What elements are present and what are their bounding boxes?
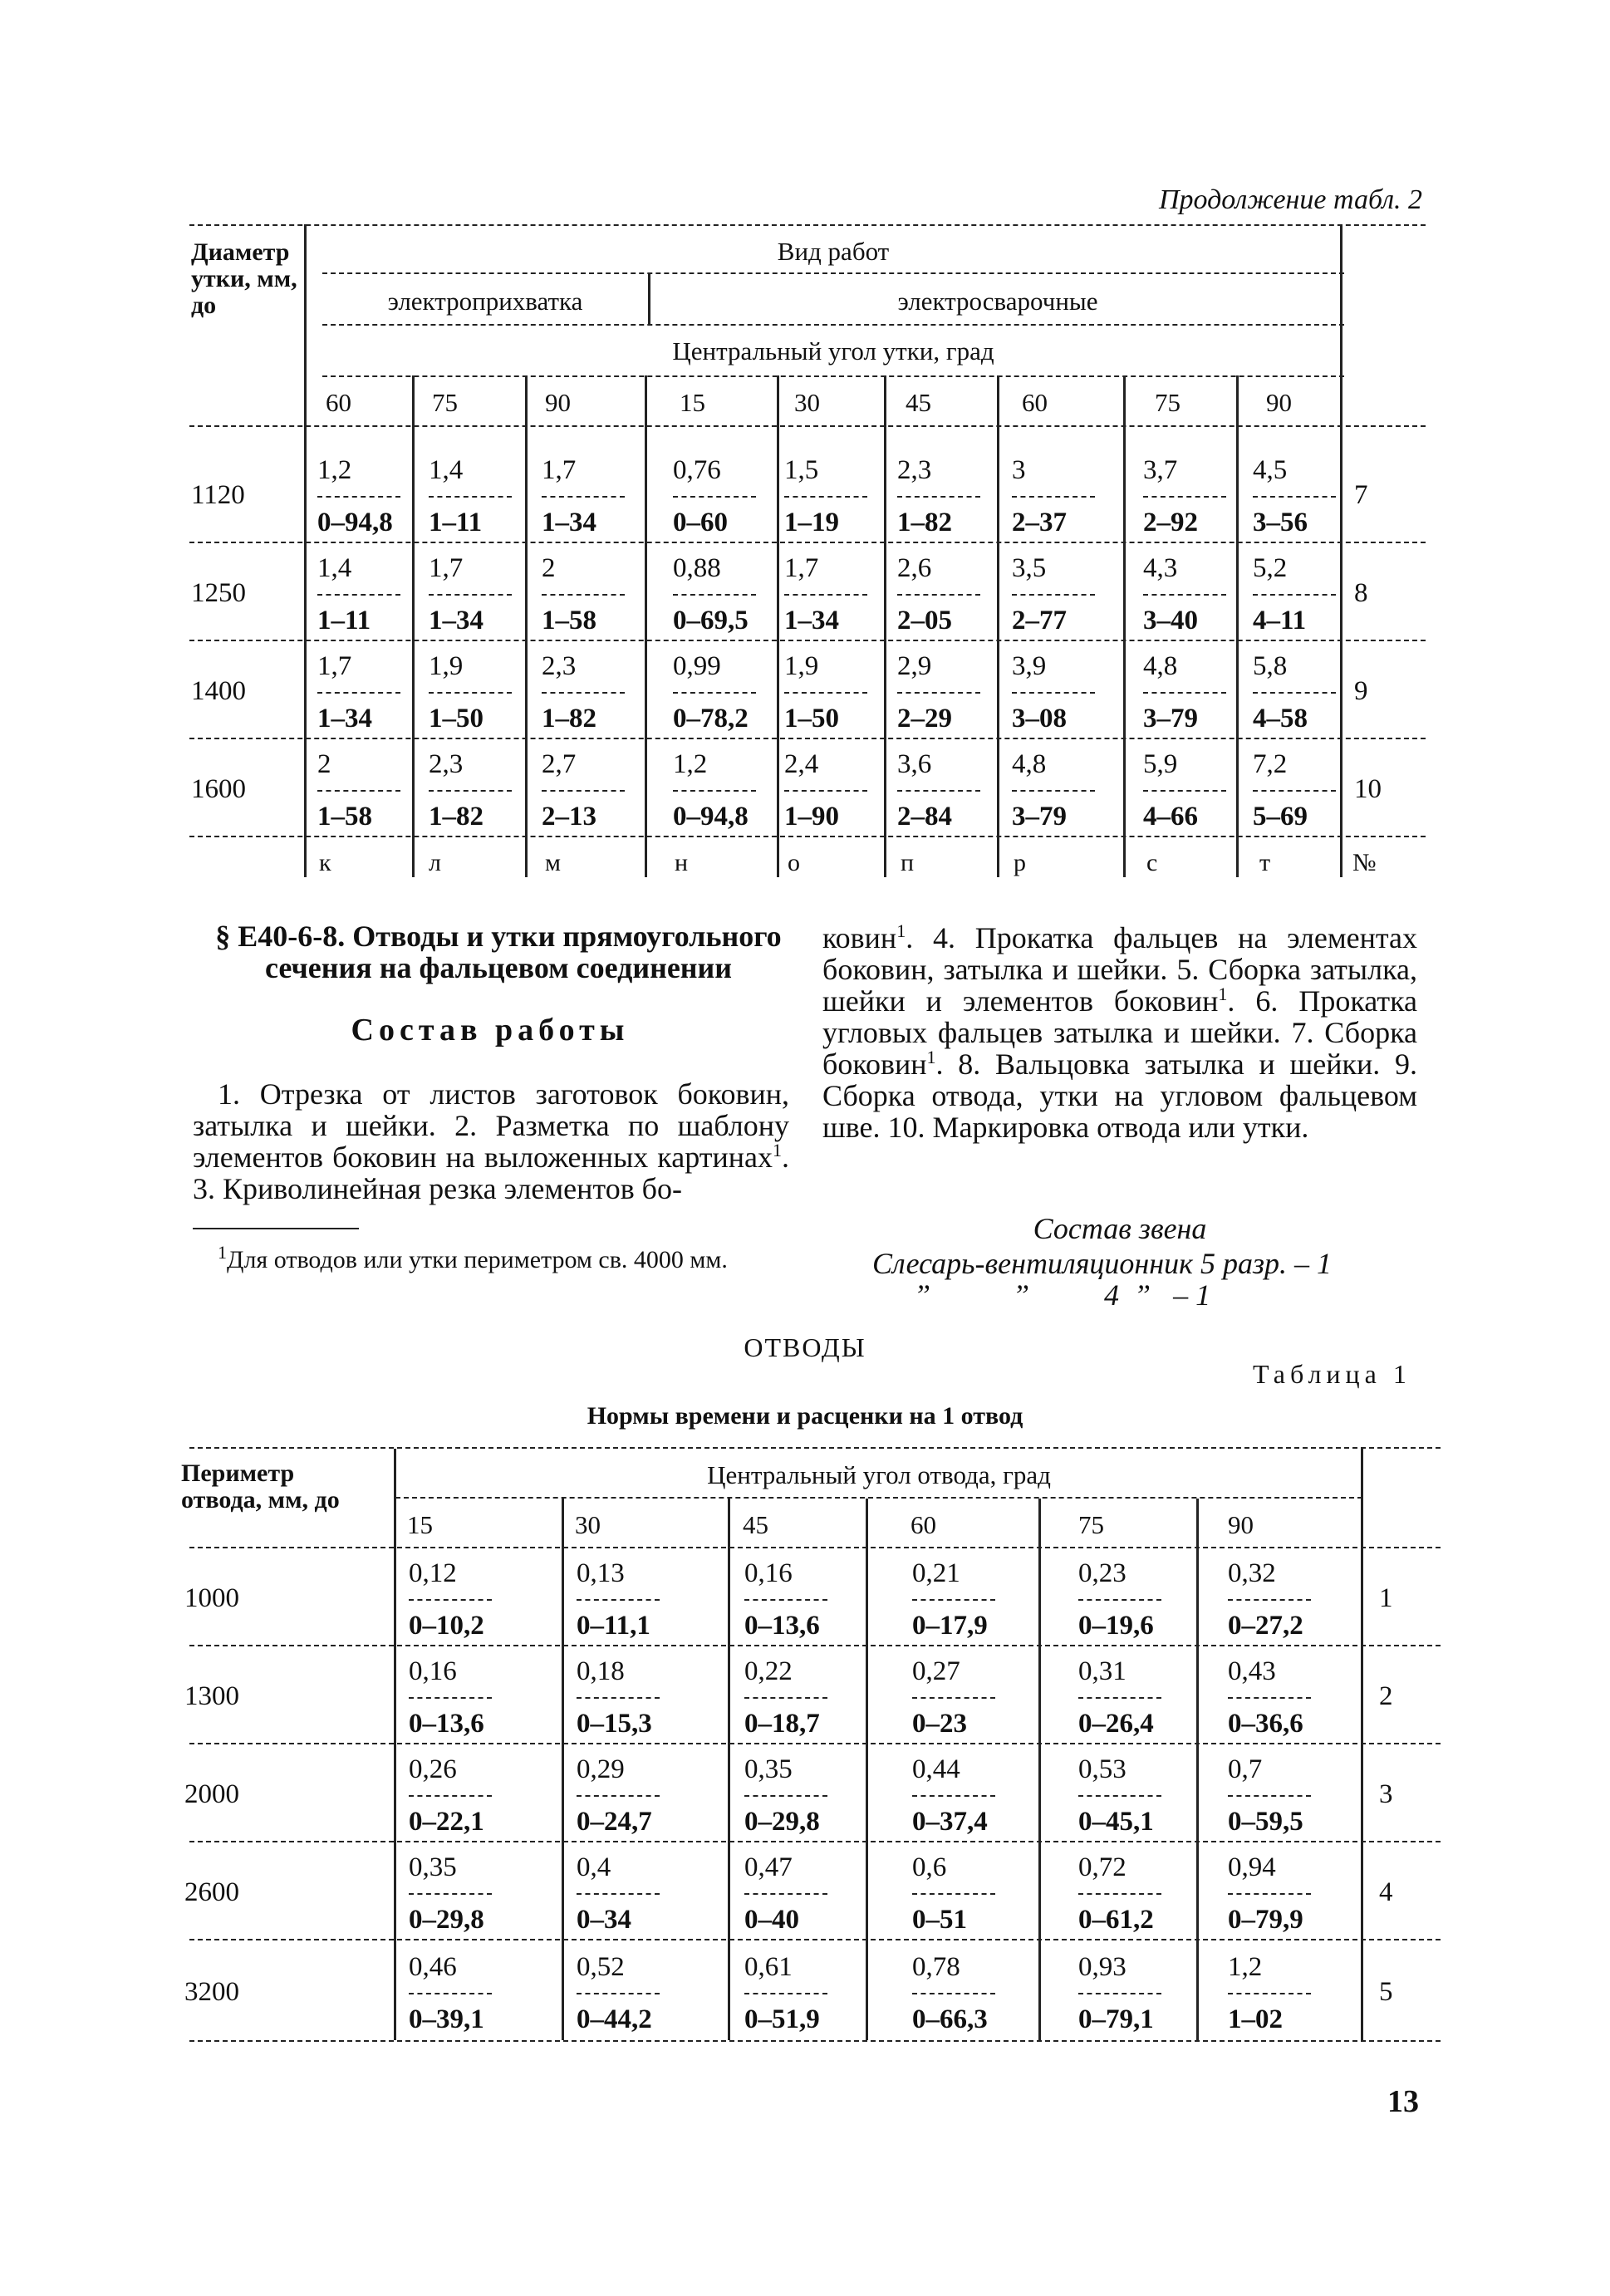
row-number: 5 bbox=[1379, 1977, 1393, 2007]
cell: 2,3 1–82 bbox=[542, 653, 625, 733]
cell: 0,13 0–11,1 bbox=[577, 1560, 660, 1640]
cell: 4,5 3–56 bbox=[1253, 457, 1336, 537]
row-perimeter: 2600 bbox=[184, 1877, 239, 1907]
cell: 0,52 0–44,2 bbox=[577, 1954, 660, 2034]
continuation-label: Продолжение табл. 2 bbox=[1159, 184, 1423, 215]
section-title: § Е40-6-8. Отводы и утки прямоугольного сечения на фальцевом соединении bbox=[215, 920, 782, 984]
row-diameter: 1400 bbox=[191, 676, 246, 706]
cell: 0,47 0–40 bbox=[744, 1854, 827, 1934]
angle-header: 60 bbox=[1022, 388, 1048, 417]
cell: 0,21 0–17,9 bbox=[912, 1560, 995, 1640]
cell: 1,5 1–19 bbox=[784, 457, 867, 537]
column-letter: л bbox=[429, 849, 441, 876]
cell: 0,27 0–23 bbox=[912, 1658, 995, 1738]
cell: 0,94 0–79,9 bbox=[1228, 1854, 1311, 1934]
angle-header: 45 bbox=[906, 388, 931, 417]
cell: 0,6 0–51 bbox=[912, 1854, 995, 1934]
cell: 4,3 3–40 bbox=[1143, 555, 1226, 635]
table1-central-angle-header: Центральный угол отвода, град bbox=[707, 1460, 1051, 1489]
footnote: $^1$Для отводов или утки периметром св. 4000 мм. bbox=[218, 1242, 728, 1273]
row-perimeter: 1000 bbox=[184, 1583, 239, 1613]
column-letter: р bbox=[1014, 849, 1026, 876]
row-perimeter: 1300 bbox=[184, 1681, 239, 1711]
column-letter: с bbox=[1146, 849, 1158, 876]
table1-label: Таблица 1 bbox=[1253, 1359, 1411, 1389]
row-number: 3 bbox=[1379, 1779, 1393, 1809]
electroprikhvatka-header: электроприхватка bbox=[387, 287, 583, 316]
cell: 2,6 2–05 bbox=[897, 555, 980, 635]
cell: 3,9 3–08 bbox=[1012, 653, 1095, 733]
cell: 2 1–58 bbox=[317, 751, 400, 831]
col-diameter-header: Диаметр утки, мм, до bbox=[191, 238, 297, 319]
cell: 0,32 0–27,2 bbox=[1228, 1560, 1311, 1640]
cell: 0,29 0–24,7 bbox=[577, 1756, 660, 1836]
cell: 3 2–37 bbox=[1012, 457, 1095, 537]
column-letter: т bbox=[1259, 849, 1271, 876]
otvody-heading: ОТВОДЫ bbox=[744, 1332, 866, 1362]
cell: 3,7 2–92 bbox=[1143, 457, 1226, 537]
row-number: 1 bbox=[1379, 1583, 1393, 1613]
cell: 1,4 1–11 bbox=[317, 555, 400, 635]
angle-header: 15 bbox=[680, 388, 705, 417]
angle-header: 45 bbox=[743, 1510, 768, 1539]
work-composition-right: ковин$^1$. 4. Прокатка фальцев на элементах боковин, затылка и шейки. 5. Сборка затылка, шейки и элементов боковин$^1$. 6. Прокатка угловых фальцев затылка и шейки. 7. Сборка боковин$^1$. 8. Вальцовка затылка и шейки. 9. Сборка отвода, утки на угловом фальцевом шве. 10. Маркировка отвода или утки. bbox=[822, 920, 1417, 1144]
cell: 7,2 5–69 bbox=[1253, 751, 1336, 831]
cell: 0,61 0–51,9 bbox=[744, 1954, 827, 2034]
cell: 5,2 4–11 bbox=[1253, 555, 1336, 635]
row-number: 10 bbox=[1354, 774, 1382, 804]
angle-header: 90 bbox=[545, 388, 571, 417]
cell: 2 1–58 bbox=[542, 555, 625, 635]
cell: 0,35 0–29,8 bbox=[409, 1854, 492, 1934]
angle-header: 60 bbox=[911, 1510, 936, 1539]
vid-rabot-header: Вид работ bbox=[777, 237, 890, 266]
cell: 1,7 1–34 bbox=[784, 555, 867, 635]
electrosvarochnye-header: электросварочные bbox=[897, 287, 1098, 316]
cell: 1,9 1–50 bbox=[784, 653, 867, 733]
cell: 4,8 3–79 bbox=[1143, 653, 1226, 733]
angle-header: 75 bbox=[432, 388, 458, 417]
cell: 0,35 0–29,8 bbox=[744, 1756, 827, 1836]
cell: 1,7 1–34 bbox=[317, 653, 400, 733]
cell: 0,44 0–37,4 bbox=[912, 1756, 995, 1836]
sostav-zvena: Состав звена bbox=[1033, 1212, 1207, 1245]
row-number: 4 bbox=[1379, 1877, 1393, 1907]
cell: 4,8 3–79 bbox=[1012, 751, 1095, 831]
row-number: 7 bbox=[1354, 480, 1368, 510]
table1-title: Нормы времени и расценки на 1 отвод bbox=[587, 1402, 1023, 1430]
cell: 0,88 0–69,5 bbox=[673, 555, 756, 635]
cell: 0,4 0–34 bbox=[577, 1854, 660, 1934]
angle-header: 30 bbox=[794, 388, 820, 417]
angle-header: 75 bbox=[1078, 1510, 1104, 1539]
cell: 0,26 0–22,1 bbox=[409, 1756, 492, 1836]
central-angle-header: Центральный угол утки, град bbox=[672, 336, 994, 365]
row-perimeter: 3200 bbox=[184, 1977, 239, 2007]
column-letter: п bbox=[901, 849, 915, 876]
row-diameter: 1120 bbox=[191, 480, 245, 510]
row-diameter: 1600 bbox=[191, 774, 246, 804]
cell: 0,99 0–78,2 bbox=[673, 653, 756, 733]
cell: 0,16 0–13,6 bbox=[409, 1658, 492, 1738]
angle-header: 30 bbox=[575, 1510, 601, 1539]
cell: 1,2 0–94,8 bbox=[673, 751, 756, 831]
angle-header: 90 bbox=[1266, 388, 1292, 417]
cell: 1,7 1–34 bbox=[429, 555, 512, 635]
cell: 0,12 0–10,2 bbox=[409, 1560, 492, 1640]
cell: 0,78 0–66,3 bbox=[912, 1954, 995, 2034]
cell: 0,16 0–13,6 bbox=[744, 1560, 827, 1640]
cell: 3,6 2–84 bbox=[897, 751, 980, 831]
cell: 5,9 4–66 bbox=[1143, 751, 1226, 831]
row-number: 9 bbox=[1354, 676, 1368, 706]
cell: 0,46 0–39,1 bbox=[409, 1954, 492, 2034]
zveno-line-1: Слесарь-вентиляционник 5 разр. – 1 bbox=[872, 1247, 1333, 1280]
column-letter: н bbox=[675, 849, 689, 876]
cell: 0,93 0–79,1 bbox=[1078, 1954, 1161, 2034]
cell: 0,31 0–26,4 bbox=[1078, 1658, 1161, 1738]
cell: 2,3 1–82 bbox=[429, 751, 512, 831]
cell: 1,2 0–94,8 bbox=[317, 457, 400, 537]
cell: 0,72 0–61,2 bbox=[1078, 1854, 1161, 1934]
angle-header: 15 bbox=[407, 1510, 433, 1539]
sostav-raboty-heading: Состав работы bbox=[351, 1013, 630, 1047]
cell: 1,2 1–02 bbox=[1228, 1954, 1311, 2034]
work-composition-left: 1. Отрезка от листов заготовок боковин, затылка и шейки. 2. Разметка по шаблону элементов боковин на выложенных картинах$^1$. 3. Криволинейная резка элементов бо- bbox=[193, 1077, 789, 1205]
row-number: 2 bbox=[1379, 1681, 1393, 1711]
cell: 2,3 1–82 bbox=[897, 457, 980, 537]
zveno-line-2: ” ” 4 ” – 1 bbox=[914, 1278, 1211, 1312]
col-perimeter-header: Периметр отвода, мм, до bbox=[181, 1460, 340, 1513]
row-perimeter: 2000 bbox=[184, 1779, 239, 1809]
cell: 1,7 1–34 bbox=[542, 457, 625, 537]
cell: 1,9 1–50 bbox=[429, 653, 512, 733]
cell: 0,43 0–36,6 bbox=[1228, 1658, 1311, 1738]
row-diameter: 1250 bbox=[191, 578, 246, 608]
cell: 0,23 0–19,6 bbox=[1078, 1560, 1161, 1640]
page-number: 13 bbox=[1387, 2084, 1419, 2119]
cell: 2,4 1–90 bbox=[784, 751, 867, 831]
column-letter: м bbox=[545, 849, 561, 876]
cell: 5,8 4–58 bbox=[1253, 653, 1336, 733]
angle-header: 90 bbox=[1228, 1510, 1254, 1539]
cell: 3,5 2–77 bbox=[1012, 555, 1095, 635]
cell: 0,53 0–45,1 bbox=[1078, 1756, 1161, 1836]
angle-header: 75 bbox=[1155, 388, 1181, 417]
cell: 0,7 0–59,5 bbox=[1228, 1756, 1311, 1836]
cell: 0,22 0–18,7 bbox=[744, 1658, 827, 1738]
cell: 0,76 0–60 bbox=[673, 457, 756, 537]
number-label: № bbox=[1352, 849, 1377, 876]
cell: 0,18 0–15,3 bbox=[577, 1658, 660, 1738]
cell: 1,4 1–11 bbox=[429, 457, 512, 537]
column-letter: к bbox=[319, 849, 331, 876]
cell: 2,7 2–13 bbox=[542, 751, 625, 831]
row-number: 8 bbox=[1354, 578, 1368, 608]
angle-header: 60 bbox=[326, 388, 351, 417]
column-letter: о bbox=[788, 849, 800, 876]
cell: 2,9 2–29 bbox=[897, 653, 980, 733]
